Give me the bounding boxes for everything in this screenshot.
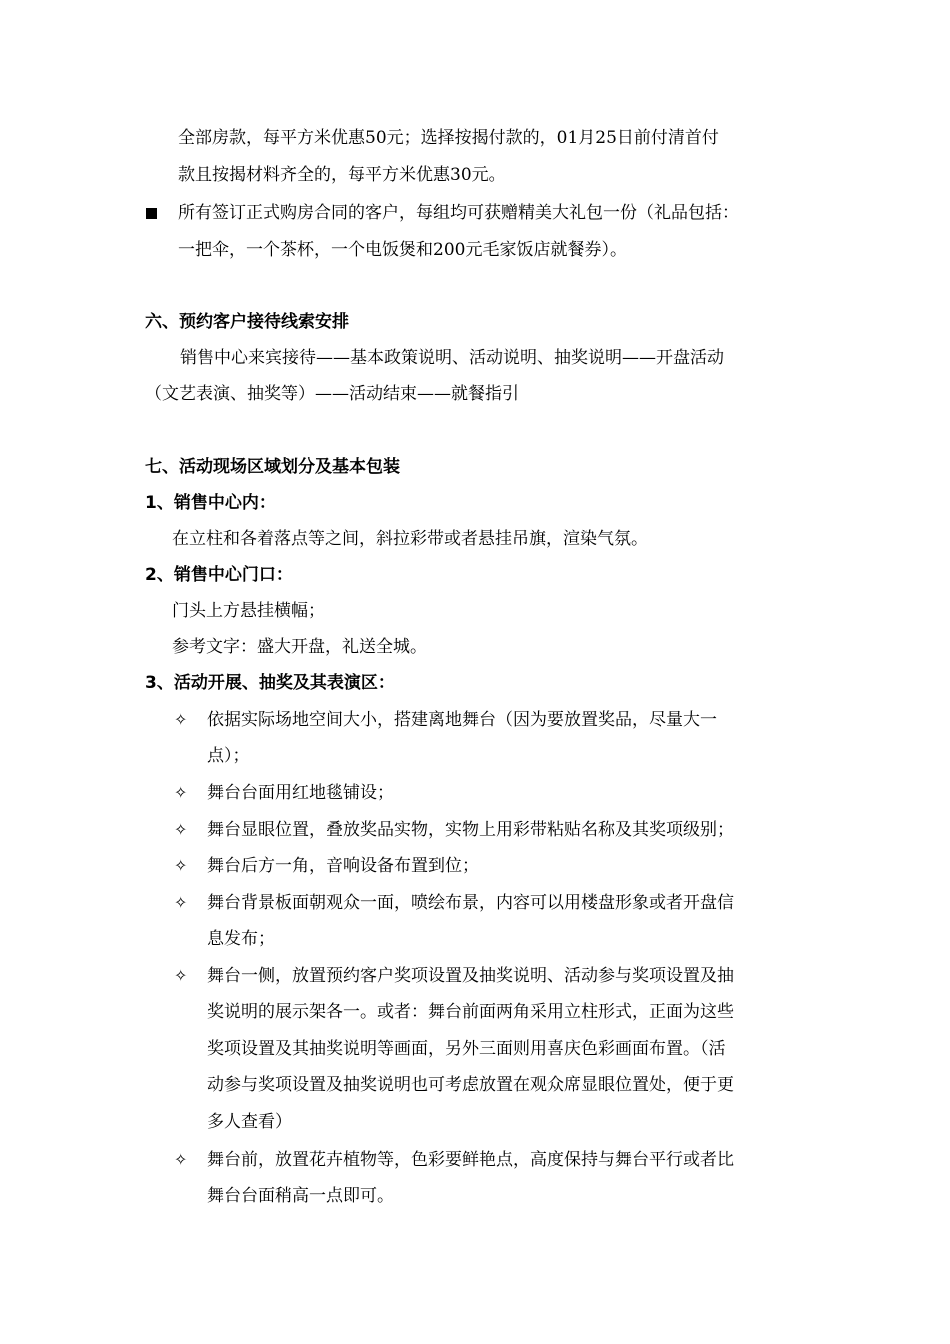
subsection-1-text: 在立柱和各着落点等之间，斜拉彩带或者悬挂吊旗，渲染气氛。: [172, 529, 648, 549]
list-item-line: 舞台台面用红地毯铺设；: [207, 783, 394, 803]
subsection-1-title: 1、销售中心内：: [145, 493, 276, 513]
subsection-3-title: 3、活动开展、抽奖及其表演区：: [145, 673, 395, 693]
square-bullet-icon: [146, 208, 157, 219]
section-6-line-2: （文艺表演、抽奖等）——活动结束——就餐指引: [145, 384, 519, 404]
list-item-line: 舞台一侧，放置预约客户奖项设置及抽奖说明、活动参与奖项设置及抽: [207, 966, 734, 986]
list-item-line: 奖项设置及其抽奖说明等画面，另外三面则用喜庆色彩画面布置。（活: [207, 1039, 726, 1059]
list-item-line: 依据实际场地空间大小，搭建离地舞台（因为要放置奖品，尽量大一: [207, 710, 717, 730]
diamond-bullet-icon: ✧: [174, 783, 188, 802]
list-item-line: 点）；: [207, 746, 250, 766]
section-7-heading: 七、活动现场区域划分及基本包装: [145, 457, 400, 477]
subsection-2-line-1: 门头上方悬挂横幅；: [172, 601, 325, 621]
section-6-heading: 六、预约客户接待线索安排: [145, 312, 349, 332]
list-item-line: 多人查看）: [207, 1112, 292, 1132]
list-item-line: 息发布；: [207, 929, 275, 949]
subsection-2-title: 2、销售中心门口：: [145, 565, 293, 585]
diamond-bullet-icon: ✧: [174, 710, 188, 729]
subsection-2-line-2: 参考文字：盛大开盘，礼送全城。: [172, 637, 427, 657]
intro-line-1: 全部房款，每平方米优惠50元；选择按揭付款的，01月25日前付清首付: [178, 128, 719, 148]
gift-line-2: 一把伞，一个茶杯，一个电饭煲和200元毛家饭店就餐券）。: [178, 240, 627, 260]
list-item-line: 舞台后方一角，音响设备布置到位；: [207, 856, 479, 876]
list-item-line: 舞台背景板面朝观众一面，喷绘布景，内容可以用楼盘形象或者开盘信: [207, 893, 734, 913]
list-item-line: 舞台台面稍高一点即可。: [207, 1186, 394, 1206]
list-item-line: 动参与奖项设置及抽奖说明也可考虑放置在观众席显眼位置处，便于更: [207, 1075, 734, 1095]
diamond-bullet-icon: ✧: [174, 820, 188, 839]
list-item-line: 奖说明的展示架各一。或者：舞台前面两角采用立柱形式，正面为这些: [207, 1002, 734, 1022]
diamond-bullet-icon: ✧: [174, 1150, 188, 1169]
list-item-line: 舞台前，放置花卉植物等，色彩要鲜艳点，高度保持与舞台平行或者比: [207, 1150, 734, 1170]
intro-line-2: 款且按揭材料齐全的，每平方米优惠30元。: [178, 165, 506, 185]
gift-line-1: 所有签订正式购房合同的客户，每组均可获赠精美大礼包一份（礼品包括：: [178, 203, 739, 223]
diamond-bullet-icon: ✧: [174, 856, 188, 875]
diamond-bullet-icon: ✧: [174, 893, 188, 912]
list-item-line: 舞台显眼位置，叠放奖品实物，实物上用彩带粘贴名称及其奖项级别；: [207, 820, 734, 840]
diamond-bullet-icon: ✧: [174, 966, 188, 985]
section-6-line-1: 销售中心来宾接待——基本政策说明、活动说明、抽奖说明——开盘活动: [180, 348, 724, 368]
